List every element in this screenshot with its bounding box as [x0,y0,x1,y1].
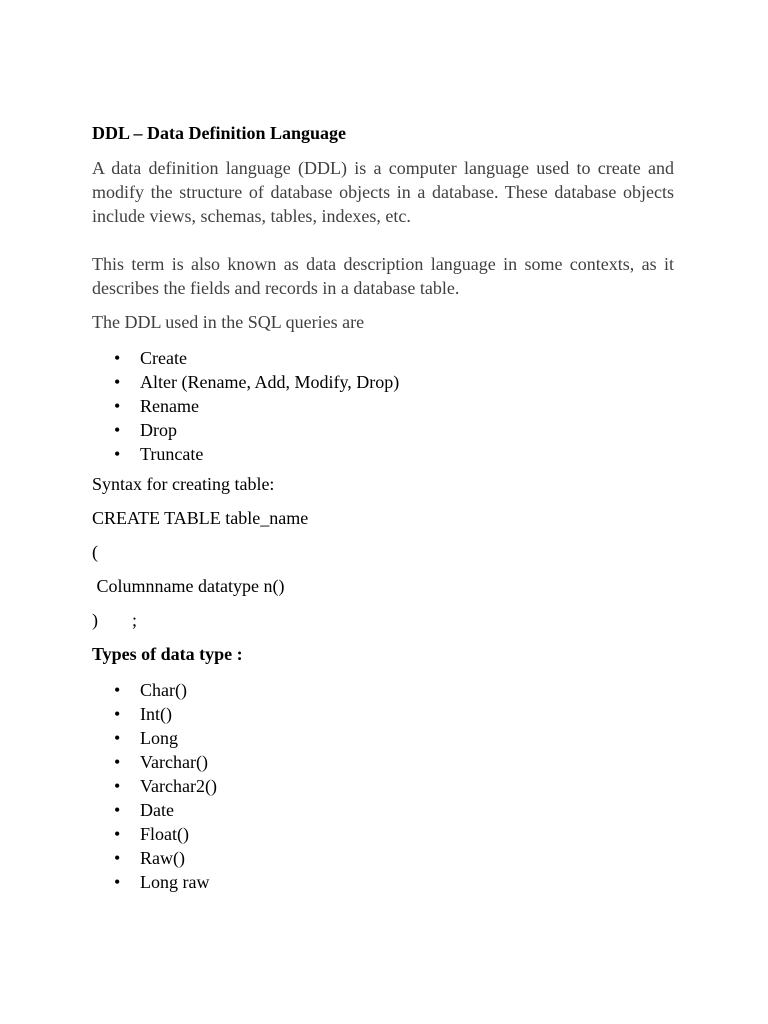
data-type-list [92,678,674,894]
bullet-icon: • [114,872,121,892]
list-item-label: Varchar2() [140,776,217,796]
list-item-label: Raw() [140,848,185,868]
syntax-label: Syntax for creating table: [92,474,275,494]
ddl-command-list [92,346,674,466]
list-item [92,346,674,370]
bullet-icon: • [114,776,121,796]
list-item [92,418,674,442]
list-item-label: Long raw [140,872,210,892]
list-item [92,370,674,394]
list-item [92,798,674,822]
list-item-label: Float() [140,824,189,844]
bullet-icon: • [114,848,121,868]
bullet-icon: • [114,348,121,368]
close-paren: ) [92,610,98,630]
bullet-icon: • [114,444,121,464]
list-item [92,870,674,894]
paragraph-intro: The DDL used in the SQL queries are [92,312,365,332]
document-heading: DDL – Data Definition Language [92,123,347,143]
list-item-label: Rename [140,396,199,416]
list-item-label: Alter (Rename, Add, Modify, Drop) [140,372,400,392]
bullet-icon: • [114,752,121,772]
bullet-icon: • [114,396,121,416]
list-item [92,678,674,702]
bullet-icon: • [114,372,121,392]
syntax-line-open-paren: ( [92,542,98,562]
syntax-line-column: Columnname datatype n() [92,576,285,596]
list-item [92,750,674,774]
list-item [92,774,674,798]
list-item-label: Drop [140,420,177,440]
types-heading: Types of data type : [92,644,243,664]
list-item-label: Date [140,800,174,820]
bullet-icon: • [114,704,121,724]
list-item-label: Varchar() [140,752,208,772]
list-item [92,394,674,418]
bullet-icon: • [114,800,121,820]
list-item [92,846,674,870]
bullet-icon: • [114,824,121,844]
list-item-label: Long [140,728,178,748]
syntax-line-close [92,608,674,632]
bullet-icon: • [114,680,121,700]
bullet-icon: • [114,420,121,440]
list-item [92,442,674,466]
bullet-icon: • [114,728,121,748]
list-item [92,822,674,846]
list-item-label: Create [140,348,187,368]
document-page [92,122,674,894]
list-item-label: Truncate [140,444,204,464]
semicolon: ; [132,610,138,630]
list-item [92,726,674,750]
paragraph-description: This term is also known as data description language in some contexts, as it describes the fields and records in a database table. [92,254,674,298]
paragraph-definition: A data definition language (DDL) is a computer language used to create and modify the structure of database objects in a database. These database objects include views, schemas, tables, indexes, etc. [92,158,674,226]
list-item-label: Int() [140,704,172,724]
list-item-label: Char() [140,680,187,700]
syntax-line-create: CREATE TABLE table_name [92,508,309,528]
list-item [92,702,674,726]
